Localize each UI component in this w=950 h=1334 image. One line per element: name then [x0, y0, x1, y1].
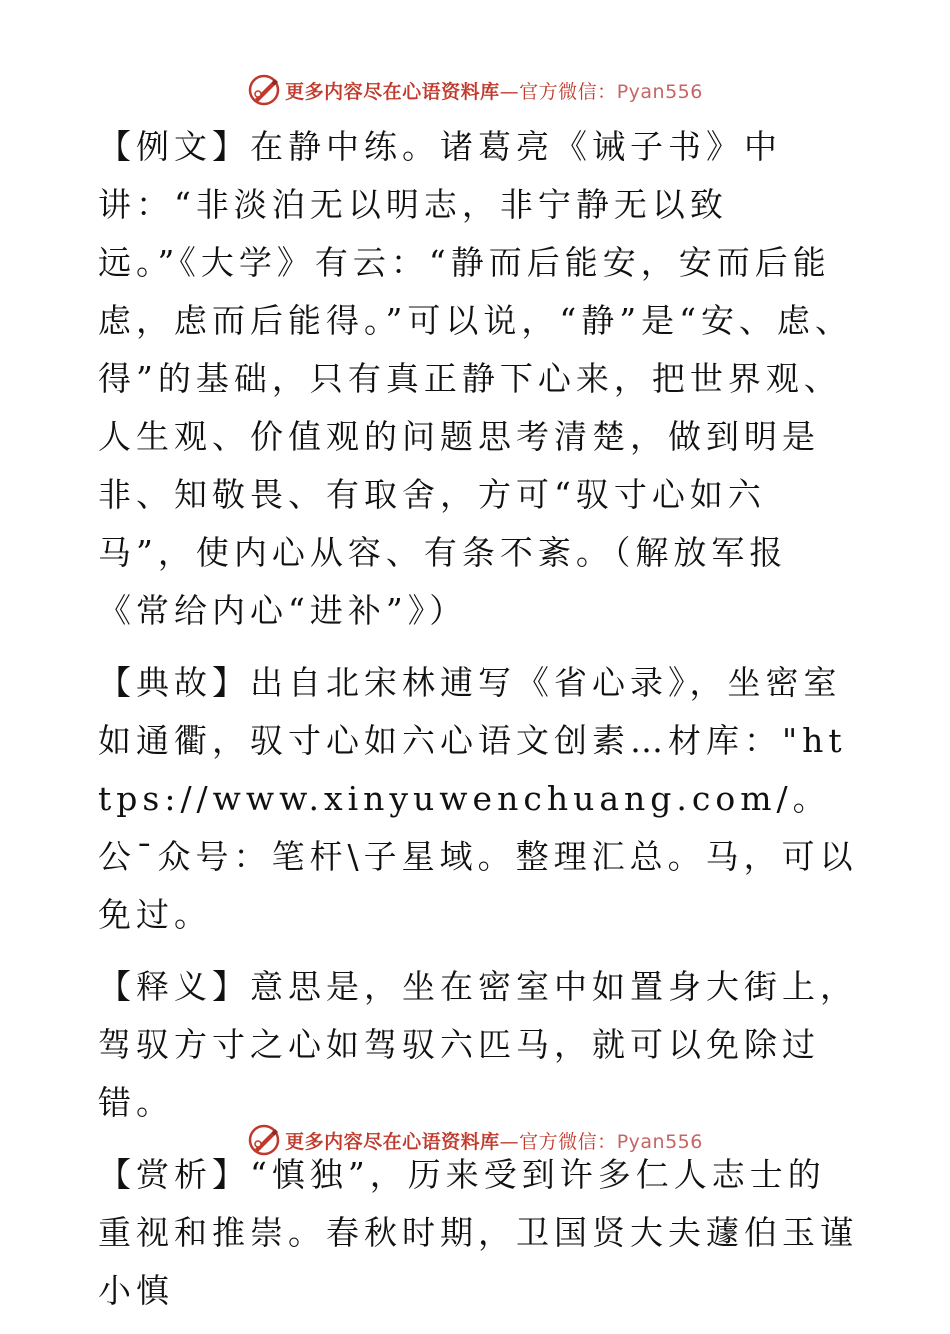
watermark-wechat-label: 官方微信：	[519, 80, 617, 103]
watermark-wechat-label: 官方微信：	[519, 1130, 617, 1153]
watermark-site-text: 更多内容尽在心语资料库	[285, 1130, 500, 1153]
paragraph-allusion: 【典故】出自北宋林逋写《省心录》，坐密室如通衢，驭寸心如六心语文创素…材库："https://www.xinyuwenchuang.com/。公¯众号：笔杆\子星域。整理汇总。马，可以免过。	[98, 663, 858, 934]
paragraph-example: 【例文】在静中练。诸葛亮《诫子书》中讲：“非淡泊无以明志，非宁静无以致远。”《大学》有云：“静而后能安，安而后能虑，虑而后能得。”可以说，“静”是“安、虑、得”的基础，只有真正静下心来，把世界观、人生观、价值观的问题思考清楚，做到明是非、知敬畏、有取舍，方可“驭寸心如六马”，使内心从容、有条不紊。（解放军报《常给内心“进补”》）	[98, 127, 853, 630]
pen-logo-icon	[247, 1123, 281, 1157]
pen-logo-icon	[247, 73, 281, 107]
header-watermark	[0, 70, 950, 110]
watermark-wechat-id: Pyan556	[616, 1130, 703, 1153]
watermark-dash: —	[499, 1130, 520, 1153]
watermark-wechat-id: Pyan556	[616, 80, 703, 103]
watermark-dash: —	[499, 80, 520, 103]
paragraph-analysis: 【赏析】“慎独”，历来受到许多仁人志士的重视和推崇。春秋时期，卫国贤大夫蘧伯玉谨小慎	[98, 1155, 858, 1310]
paragraph-meaning: 【释义】意思是，坐在密室中如置身大街上，驾驭方寸之心如驾驭六匹马，就可以免除过错。	[98, 967, 858, 1122]
footer-watermark	[0, 1120, 950, 1160]
watermark-site-text: 更多内容尽在心语资料库	[285, 80, 500, 103]
